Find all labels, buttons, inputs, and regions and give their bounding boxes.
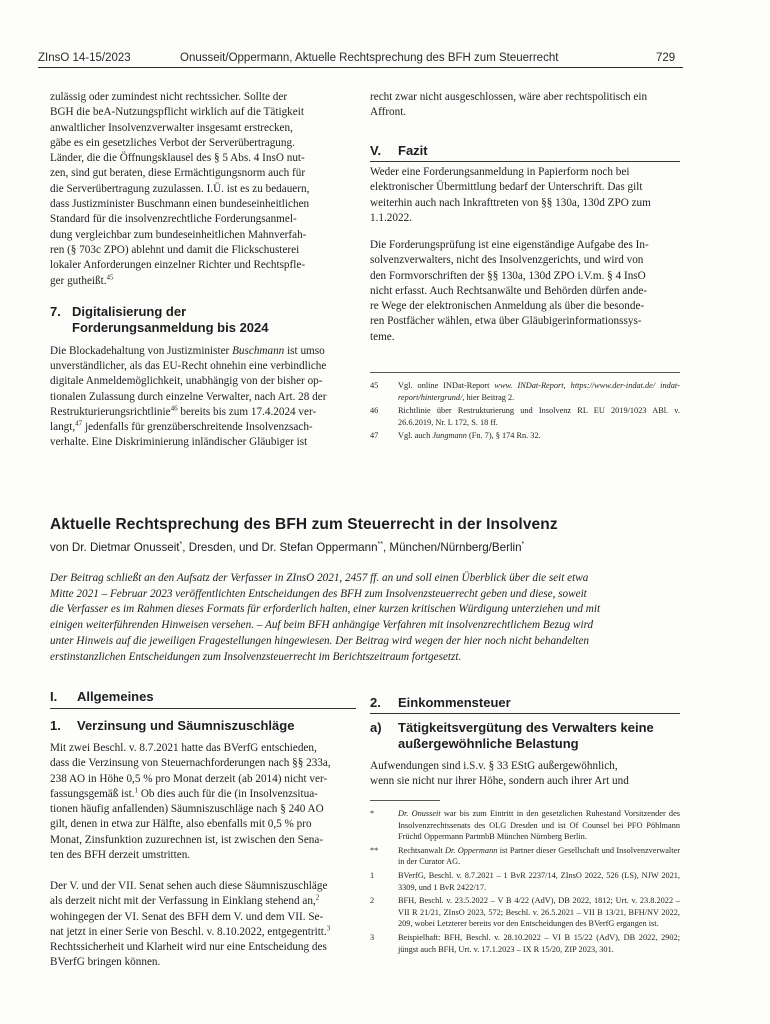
left-top-paragraph-2 [50, 344, 348, 450]
footnote-text [398, 808, 680, 843]
footnote-text: Beispielhaft: BFH, Beschl. v. 28.10.2022 – VI B 15/22 (AdV), DB 2022, 2902; jüngst auch BFH, Urt. v. 17.1.2023 – IX R 15/20, ZIP 2023, 301. [398, 932, 680, 954]
text-line: BVerfG bringen können. [50, 956, 161, 969]
section-number: 1. [50, 718, 61, 733]
footnote-rule [370, 800, 440, 801]
text-span: Restrukturierungsrichtlinie [50, 405, 171, 418]
text-line: unverständlicher, als das EU-Recht ohnehin eine verbindliche [50, 360, 327, 373]
section-title: Verzinsung und Säumniszuschläge [77, 718, 295, 733]
text-span: Vgl. auch [398, 431, 433, 441]
text-line: die Serverübertragung zuzulassen. I.Ü. ist es zu bedauern, [50, 182, 310, 195]
footnote-ref[interactable]: 2 [315, 893, 320, 902]
subsection-heading-a [370, 720, 680, 752]
text-line: elektronischer Übermittlung bedarf der Unterschrift. Das gilt [370, 181, 643, 194]
footnote-text [398, 845, 680, 868]
section-number: I. [50, 689, 58, 704]
text-line: Standard für die insolvenzrechtliche Forderungsanmel- [50, 213, 297, 226]
text-line: Der V. und der VII. Senat sehen auch diese Säumniszuschläge [50, 880, 328, 892]
text-line: tionen häufig anfallenden) Säumniszuschläge nach § 240 AO [50, 803, 324, 816]
text-line: verhalte. Eine Diskriminierung inländischer Gläubiger ist [50, 436, 308, 449]
text-line: recht zwar nicht ausgeschlossen, wäre aber rechtspolitisch ein [370, 91, 648, 103]
author-name: Dr. Oppermann [445, 845, 498, 855]
text-line: teme. [370, 330, 395, 343]
section-number: a) [370, 720, 382, 735]
text-line [50, 344, 348, 359]
subsection-heading-1 [50, 718, 356, 734]
text-line: BGH die beA-Nutzungspflicht wirklich auf die Tätigkeit [50, 106, 304, 119]
footnote-number: 2 [370, 896, 375, 906]
text-line: dass die Verzinsung von Steuernachforderungen nach §§ 233a, [50, 757, 331, 770]
section-rule [370, 713, 680, 714]
text-line: Weder eine Forderungsanmeldung in Papierform noch bei [370, 166, 630, 178]
section-number: 7. [50, 304, 61, 319]
footnote-2 [370, 895, 680, 930]
footnote-45 [370, 380, 680, 403]
author-1: von Dr. Dietmar Onusseit [50, 541, 180, 554]
text-line: wohingegen der VI. Senat des BFH dem V. und dem VII. Se- [50, 910, 324, 923]
footnote-number: 1 [370, 870, 375, 880]
footnote-ref[interactable]: 45 [106, 272, 114, 281]
text-line: Mit zwei Beschl. v. 8.7.2021 hatte das BVerfG entschieden, [50, 742, 317, 754]
journal-issue: ZInsO 14-15/2023 [38, 52, 131, 64]
right-top-paragraph-2 [370, 238, 680, 345]
abstract-line: unter Hinweis auf die jeweiligen Fragestellungen hingewiesen. Der Beitrag wird wegen der hier noch nicht behandelten [50, 634, 589, 647]
footnotes-bottom [370, 808, 680, 955]
footnotes-top [370, 380, 680, 442]
text-line [50, 925, 356, 940]
section-rule [50, 708, 356, 709]
text-line: dung vergleichbar zum bundeseinheitlichen Mahnverfah- [50, 228, 307, 241]
footnote-ref[interactable]: 1 [134, 786, 139, 795]
footnote-3 [370, 932, 680, 955]
footnote-ref[interactable]: 46 [170, 404, 178, 413]
text-line: ren (§ 703c ZPO) ablehnt und damit die Flickschusterei [50, 243, 300, 256]
text-line: wenn sie nicht nur ihrer Höhe, sondern auch ihrer Art und [370, 775, 629, 788]
footnote-1 [370, 870, 680, 893]
abstract-line: die Verfasser es im Rahmen dieses Formats für erforderlich halten, einer kurzen kritischen Würdigung unterziehen und mit [50, 603, 601, 616]
footnote-ref[interactable]: ** [377, 541, 383, 549]
person-name: Buschmann [232, 345, 285, 357]
section-title: Digitalisierung der Forderungsanmeldung bis 2024 [72, 304, 269, 335]
footnote-ref[interactable]: 47 [75, 419, 83, 428]
footnote-text: Richtlinie über Restrukturierung und Insolvenz RL EU 2019/1023 ABl. v. 26.6.2019, Nr. L 172, S. 18 ff. [398, 406, 680, 427]
text-span: langt, [50, 421, 76, 434]
text-line: dass Justizminister Buschmann einen bundeseinheitlichen [50, 198, 310, 211]
article-title: Aktuelle Rechtsprechung des BFH zum Steuerrecht in der Insolvenz [50, 516, 558, 533]
right-top-paragraph-1 [370, 165, 680, 226]
text-line: Monat, Zinsfunktion zuzurechnen ist, ist zwischen den Sena- [50, 833, 324, 846]
section-rule [370, 161, 680, 162]
text-line [50, 894, 356, 909]
section-title: Allgemeines [77, 689, 154, 704]
abstract-line: Mitte 2021 – Februar 2023 veröffentlichten Entscheidungen des BFH zum Insolvenzsteuerrecht geben und diese, soweit [50, 587, 587, 600]
right-top-paragraph-0 [370, 90, 680, 121]
footnote-number: 45 [370, 381, 379, 390]
text-span: fassungsgemäß ist. [50, 787, 135, 800]
section-heading-7 [50, 304, 348, 336]
footnote-number: 47 [370, 431, 379, 441]
section-title: Tätigkeitsvergütung des Verwalters keine außergewöhnliche Belastung [398, 720, 654, 751]
left-bottom-paragraph-2 [50, 879, 356, 971]
abstract-line: erstinstanzlichen Entscheidungen zum Insolvenzsteuerrecht im Berichtszeitraum fortgesetzt. [50, 650, 462, 663]
footnote-number: 3 [370, 932, 375, 942]
footnote-46 [370, 405, 680, 428]
author-location: , München/Nürnberg/Berlin [382, 541, 522, 554]
section-heading-i [50, 689, 356, 705]
footnote-ref[interactable]: 3 [326, 924, 331, 933]
right-bottom-paragraph-1 [370, 759, 680, 790]
text-line: nicht erfasst. Auch Rechtsanwälte und Behörden dürfen ande- [370, 284, 648, 297]
text-line: Aufwendungen sind i.S.v. § 33 EStG außergewöhnlich, [370, 760, 618, 772]
footnote-ref[interactable]: * [521, 541, 525, 549]
footnote-number: * [370, 809, 375, 818]
text-line [50, 787, 356, 802]
text-span: ger gutheißt. [50, 274, 107, 287]
text-line: zen, sind gut beraten, diese Ermächtigungsnorm auch für [50, 167, 306, 180]
abstract-line: einigen weiterführenden Hinweisen versehen. – Auf beim BFH anhängige Verfahren mit insolvenzrechtlichem Bezug wird [50, 619, 594, 632]
paragraph-continuation [50, 90, 348, 289]
text-line: weiterhin auch nach Inkrafttreten von §§ 130a, 130d ZPO zum [370, 196, 651, 209]
text-span: als derzeit nicht mit der Verfassung in Einklang stehend an, [50, 895, 316, 908]
cited-author: Jungmann [432, 431, 467, 441]
footnote-47 [370, 430, 680, 442]
footnote-number: ** [370, 845, 379, 855]
left-top-column [50, 90, 348, 289]
text-line: solvenzverwalters, nicht des Insolvenzgerichts, und wird von [370, 254, 644, 267]
author-name: Dr. Onusseit [398, 809, 441, 818]
footnote-ref[interactable]: * [179, 541, 183, 549]
text-span: Die Blockadehaltung von Justizminister [50, 345, 233, 357]
text-span: nat jetzt in einer Serie von Beschl. v. 8.10.2022, entgegentritt. [50, 925, 327, 938]
footnote-star [370, 808, 680, 843]
text-line: Affront. [370, 106, 407, 119]
text-span: (Fn. 7), § 174 Rn. 32. [466, 431, 541, 441]
author-2: , Dresden, und Dr. Stefan Oppermann [182, 541, 378, 554]
footnote-text: BFH, Beschl. v. 23.5.2022 – V B 4/22 (AdV), DB 2022, 1812; Urt. v. 23.8.2022 – VII R 21/21, ZInsO 2023, 572; Beschl. v. 26.5.2021 – VII B 13/21, BFH/NV 2022, 209, wobei Letzterer bereits vor den Entscheidungen des BVerfG ergangen ist. [398, 896, 680, 929]
text-line: tionalen Zulassung durch einzelne Verwalter, nach Art. 28 der [50, 390, 327, 403]
text-span: bereits bis zum 17.4.2024 ver- [177, 405, 317, 418]
text-span: ist Partner dieser Gesellschaft und Insolvenzverwalter in der Curator AG. [398, 845, 680, 867]
text-line: 238 AO in Höhe 0,5 % pro Monat derzeit (ab 2014) nicht ver- [50, 772, 328, 785]
section-title: Einkommensteuer [398, 695, 511, 710]
footnote-rule [370, 372, 680, 373]
left-bottom-paragraph-1 [50, 741, 356, 863]
text-span: Vgl. online INDat-Report [398, 381, 495, 390]
section-heading-2 [370, 695, 680, 711]
text-span: war bis zum Eintritt in den gesetzlichen Ruhestand Vorsitzender des Insolvenzrechtssenats des OLG Dresden und ist Of Counsel bei PFO Pöhlmann Früchtl Oppermann PartmbB München Nürnberg Berlin. [398, 809, 680, 842]
article-authors [50, 541, 524, 554]
text-line: 1.1.2022. [370, 211, 412, 224]
text-line: ren Postfächer wählen, etwa über Gläubigerinformationssys- [370, 315, 642, 328]
section-heading-v [370, 143, 680, 159]
text-line [50, 420, 348, 435]
footnote-text: BVerfG, Beschl. v. 8.7.2021 – 1 BvR 2237/14, ZInsO 2022, 526 (LS), NJW 2021, 3309, und 1 BvR 2422/17. [398, 870, 680, 892]
text-line: Rechtssicherheit und Klarheit wird nur eine Entscheidung des [50, 941, 327, 954]
section-title: Fazit [398, 143, 428, 158]
text-line: digitale Anmeldemöglichkeit, unabhängig von der bisher op- [50, 375, 323, 388]
abstract-line: Der Beitrag schließt an den Aufsatz der Verfasser in ZInsO 2021, 2457 ff. an und soll einen Überblick über die seit etwa [50, 572, 589, 584]
text-line: ten des BFH derzeit umstritten. [50, 849, 191, 862]
text-span: hier Beitrag 2. [464, 392, 515, 402]
text-line: Die Forderungsprüfung ist eine eigenständige Aufgabe des In- [370, 239, 649, 251]
text-span: ist umso [284, 345, 325, 357]
footnote-number: 46 [370, 406, 379, 416]
text-span: Rechtsanwalt [398, 845, 446, 855]
text-line: anwaltlicher Insolvenzverwalter insgesamt erstrecken, [50, 121, 293, 134]
text-line: zulässig oder zumindest nicht rechtssicher. Sollte der [50, 91, 288, 103]
text-line: Länder, die die Öffnungsklausel des § 5 Abs. 4 InsO nut- [50, 152, 305, 165]
footnote-double-star [370, 845, 680, 868]
footnote-link[interactable]: www. INDat-Report, https://www.der-indat.de/ indat-report/hintergrund/, [398, 381, 680, 402]
text-line: gäbe es ein gesetzliches Verbot der Serverübertragung. [50, 136, 295, 149]
header-rule [38, 67, 683, 68]
text-line: den Formvorschriften der §§ 130a, 130d ZPO i.V.m. § 4 InsO [370, 269, 646, 282]
text-line: gilt, denen in etwa zur Hälfte, also ebenfalls mit 0,5 % pro [50, 818, 312, 831]
footnote-text [398, 380, 680, 403]
running-title: Onusseit/Oppermann, Aktuelle Rechtsprechung des BFH zum Steuerrecht [180, 52, 559, 64]
section-number: 2. [370, 695, 381, 710]
text-span: Ob dies auch für die (in Insolvenzsitua- [138, 787, 318, 800]
section-number: V. [370, 143, 382, 158]
page-number: 729 [656, 52, 676, 64]
text-span: jedenfalls für grenzüberschreitende Insolvenzsach- [82, 421, 313, 434]
text-line: lokaler Anforderungen einzelner Richter und Rechtspfle- [50, 259, 306, 272]
text-line [50, 274, 348, 289]
article-abstract [50, 571, 680, 665]
text-line: re Wege der elektronischen Anmeldung als über die besonde- [370, 300, 645, 313]
footnote-text [398, 430, 680, 442]
text-line [50, 405, 348, 420]
